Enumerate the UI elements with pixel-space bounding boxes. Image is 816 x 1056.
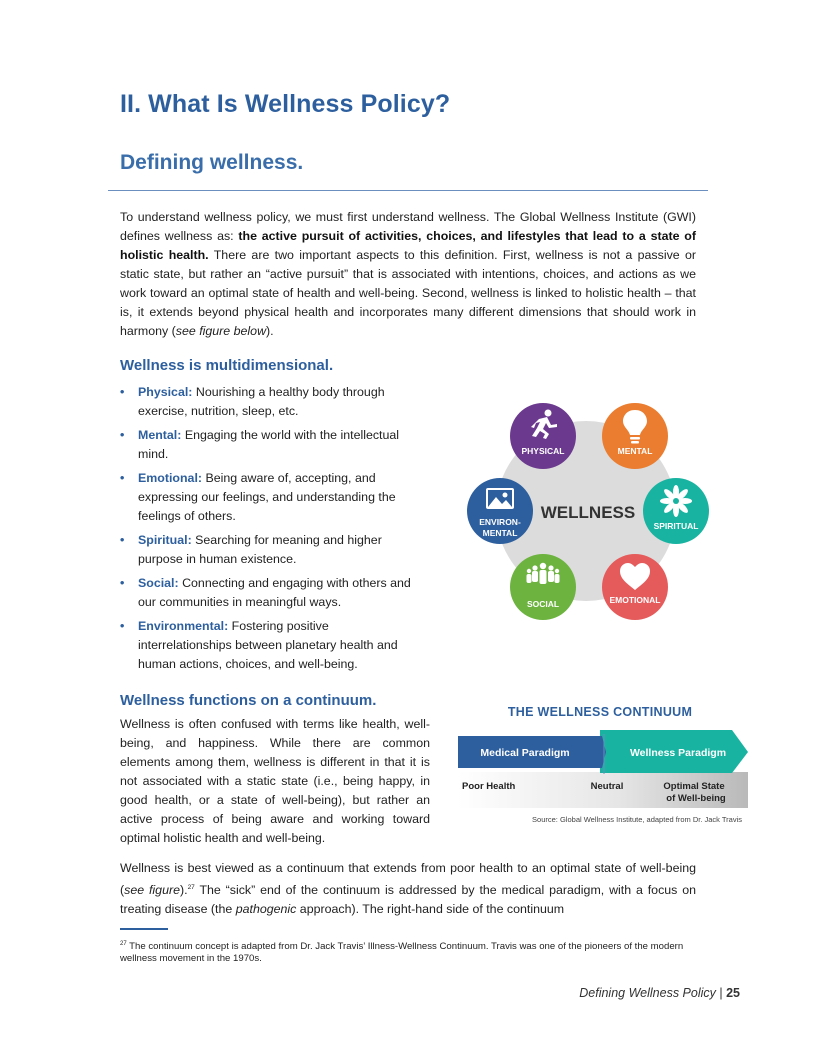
dimension-text: Searching for meaning and higher purpose in human existence. (138, 533, 382, 566)
section-heading: Defining wellness. (120, 151, 304, 174)
environmental-label-line2: MENTAL (482, 528, 518, 538)
list-item (120, 617, 420, 674)
optimal-state-label-1: Optimal State (663, 781, 725, 792)
social-node (510, 554, 576, 620)
environmental-node (467, 478, 533, 544)
closing-text-4: approach). The right-hand side of the continuum (296, 902, 565, 917)
list-item (120, 426, 420, 464)
continuum-source: Source: Global Wellness Institute, adapted from Dr. Jack Travis (532, 815, 742, 824)
dimension-text: Connecting and engaging with others and our communities in meaningful ways. (138, 576, 411, 609)
closing-paragraph (120, 859, 696, 919)
wellness-wheel (460, 398, 699, 626)
intro-text-2: There are two important aspects to this definition. First, wellness is not a passive or static state, but rather an “active pursuit” that is associated with intentions, choices, and actions as we work toward an optimal state of health and well-being. Second, wellness is linked to holistic health – that is, it extends beyond physical health and incorporates many different dimensions that should work in harmony ( (120, 248, 697, 338)
mental-node (602, 403, 668, 469)
dimension-text: Nourishing a healthy body through exercise, nutrition, sleep, etc. (138, 385, 385, 418)
gwi-definition: the active pursuit of activities, choices, and lifestyles that lead to a state of holistic health. (120, 229, 696, 262)
closing-text-3: The “sick” end of the continuum is addressed by the medical paradigm, with a focus on treating disease (the (120, 883, 696, 917)
mental-label: MENTAL (617, 446, 653, 456)
physical-label: PHYSICAL (521, 446, 565, 456)
closing-text-2: ). (179, 883, 188, 898)
continuum-heading: Wellness functions on a continuum. (120, 692, 377, 709)
wellness-paradigm-label: Wellness Paradigm (629, 747, 727, 759)
landscape-icon (486, 488, 514, 509)
dimension-key: Emotional: (138, 471, 203, 485)
list-item (120, 574, 420, 612)
intro-text-3: ). (266, 324, 274, 338)
physical-node (510, 403, 576, 469)
wheel-center-label: WELLNESS (540, 503, 636, 522)
poor-health-label: Poor Health (462, 781, 516, 792)
list-item (120, 531, 420, 569)
intro-text-1: To understand wellness policy, we must first understand wellness. The Global Wellness Institute (GWI) defines wellness as: (120, 210, 696, 243)
continuum-figure-title: THE WELLNESS CONTINUUM (507, 705, 693, 719)
continuum-paragraph: Wellness is often confused with terms like health, well-being, and happiness. While there are common elements among them, wellness is different in that it is not associated with a static state (i.e., being happy, in good health, or a state of well-being), but rather an active process of being aware and working toward optimal holistic health and well-being. (120, 717, 430, 845)
spiritual-label: SPIRITUAL (653, 521, 699, 531)
spiritual-node (643, 478, 709, 544)
intro-figure-ref: see figure below (175, 324, 267, 338)
closing-text-1: Wellness is best viewed as a continuum that extends from poor health to an optimal state of well-being ( (120, 861, 696, 898)
dimension-key: Mental: (138, 428, 182, 442)
dimensions-list-wrap (120, 383, 420, 679)
dimensions-list (120, 383, 420, 674)
footnote-text: The continuum concept is adapted from Dr. Jack Travis’ Illness-Wellness Continuum. Travis was one of the pioneers of the modern wellness movement in the 1970s. (120, 941, 684, 965)
list-item (120, 469, 420, 526)
footnote-ref[interactable]: 27 (187, 884, 195, 891)
dimension-key: Physical: (138, 385, 193, 399)
dimension-text: Fostering positive interrelationships between planetary health and human actions, choices, and well-being. (138, 619, 398, 671)
medical-paradigm-label: Medical Paradigm (480, 747, 570, 759)
continuum-diagram (456, 726, 750, 810)
page-title: II. What Is Wellness Policy? (120, 90, 451, 118)
social-label: SOCIAL (526, 599, 560, 609)
page-number: 25 (726, 986, 740, 1000)
multidim-heading: Wellness is multidimensional. (120, 357, 334, 374)
emotional-node (602, 554, 668, 620)
footnote-rule (120, 928, 168, 930)
environmental-label-line1: ENVIRON- (479, 517, 521, 527)
heading-rule (108, 190, 708, 191)
page-footer (579, 986, 740, 1000)
optimal-state-label-2: of Well-being (666, 793, 726, 804)
lotus-icon (660, 485, 692, 517)
dimension-text: Engaging the world with the intellectual mind. (138, 428, 400, 461)
pathogenic-term: pathogenic (235, 902, 297, 917)
footer-separator: | (715, 986, 727, 1000)
list-item (120, 383, 420, 421)
neutral-label: Neutral (590, 781, 624, 792)
footnote-number: 27 (120, 941, 127, 947)
closing-figure-ref: see figure (124, 883, 180, 898)
intro-paragraph (120, 208, 696, 341)
footer-title: Defining Wellness Policy (579, 986, 716, 1000)
dimension-key: Social: (138, 576, 179, 590)
dimension-key: Environmental: (138, 619, 229, 633)
dimension-text: Being aware of, accepting, and expressing our feelings, and understanding the feelings of others. (138, 471, 396, 523)
footnote (120, 938, 700, 965)
dimension-key: Spiritual: (138, 533, 192, 547)
emotional-label: EMOTIONAL (609, 595, 661, 605)
